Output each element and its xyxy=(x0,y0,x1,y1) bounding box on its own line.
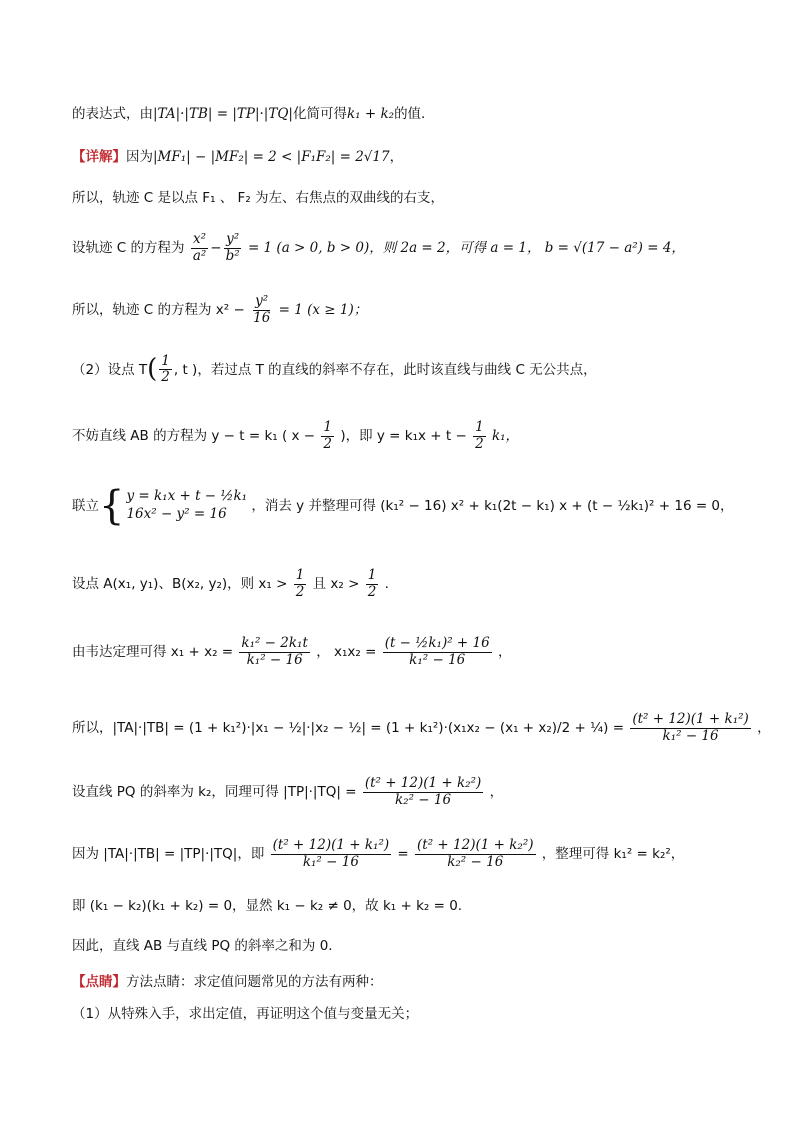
fraction: $\frac{1}{2}$ xyxy=(475,419,484,452)
hint-tag: 【点睛】 xyxy=(72,974,126,990)
fraction: $\frac{\text{y²}}{\text{b²}}$ xyxy=(225,231,240,264)
line-16: 【点睛】方法点睛：求定值问题常见的方法有两种： xyxy=(72,974,383,990)
line-3: 所以，轨迹 C 是以点 F₁ 、 F₂ 为左、右焦点的双曲线的右支， xyxy=(72,190,445,206)
line-8: 联立{ y = k₁x + t − ½k₁ 16x² − y² = 16 ，消去 y 并整理可得 (k₁² − 16) x² + k₁(2t − k₁) x + (t − ½k₁)² + 16 = 0， xyxy=(72,483,734,529)
line-6: （2）设点 T( $\frac{1}{2}$ , t )，若过点 T 的直线的斜率不存在，此时该直线与曲线 C 无公共点， xyxy=(72,352,597,386)
fraction: $\frac{\text{(t² + 12)(1 + k₂²)}}{\text{k₂² − 16}}$ xyxy=(417,837,534,870)
fraction: $\frac{1}{2}$ xyxy=(367,567,377,600)
line-2: 【详解】因为|MF₁| − |MF₂| = 2 < |F₁F₂| = 2√17， xyxy=(72,149,404,165)
fraction: $\frac{\text{x²}}{\text{a²}}$ xyxy=(192,231,207,264)
line-10: 由韦达定理可得 x₁ + x₂ = $\frac{\text{k₁² − 2k₁t}}{\text{k₁² − 16}}$ ， x₁x₂ = $\frac{\text{(t − ½k₁)² + 16}}{\text{k₁² − 16}}$ ， xyxy=(72,635,512,668)
fraction: $\frac{1}{2}$ xyxy=(161,352,170,386)
line-11: 所以，|TA|·|TB| = (1 + k₁²)·|x₁ − ½|·|x₂ − ½| = (1 + k₁²)·(x₁x₂ − (x₁ + x₂)/2 + ¼) = $\frac{\text{(t² + 12)(1 + k₁²)}}{\text{k₁² − 16}}$ ， xyxy=(72,711,771,744)
fraction: $\frac{\text{y²}}{16}$ xyxy=(253,293,271,326)
line-12: 设直线 PQ 的斜率为 k₂，同理可得 |TP|·|TQ| = $\frac{\text{(t² + 12)(1 + k₂²)}}{\text{k₂² − 16}}$ ， xyxy=(72,775,504,808)
line-1: 的表达式，由|TA|·|TB| = |TP|·|TQ|化简可得k₁ + k₂的值. xyxy=(72,106,426,122)
fraction: $\frac{\text{(t² + 12)(1 + k₁²)}}{\text{k₁² − 16}}$ xyxy=(632,711,749,744)
line-9: 设点 A(x₁, y₁)、B(x₂, y₂)，则 x₁ > $\frac{1}{2}$ 且 x₂ > $\frac{1}{2}$ . xyxy=(72,567,389,600)
fraction: $\frac{\text{k₁² − 2k₁t}}{\text{k₁² − 16}}$ xyxy=(241,635,308,668)
fraction: $\frac{1}{2}$ xyxy=(323,419,333,452)
line-15: 因此，直线 AB 与直线 PQ 的斜率之和为 0. xyxy=(72,938,333,954)
line-17: （1）从特殊入手，求出定值，再证明这个值与变量无关； xyxy=(72,1006,419,1022)
detail-tag: 【详解】 xyxy=(72,149,126,165)
fraction: $\frac{\text{(t² + 12)(1 + k₂²)}}{\text{k₂² − 16}}$ xyxy=(364,775,482,808)
line-4: 设轨迹 C 的方程为 $\frac{\text{x²}}{\text{a²}}$ − $\frac{\text{y²}}{\text{b²}}$ = 1 (a > 0, b > 0)，则 2a = 2，可得 a = 1， b = √(17 − a²) = 4， xyxy=(72,231,685,264)
line-13: 因为 |TA|·|TB| = |TP|·|TQ|，即 $\frac{\text{(t² + 12)(1 + k₁²)}}{\text{k₁² − 16}}$ = $\frac{\text{(t² + 12)(1 + k₂²)}}{\text{k₂² − 16}}$ ，整理可得 k₁² = k₂²， xyxy=(72,837,685,870)
fraction: $\frac{1}{2}$ xyxy=(295,567,305,600)
line-5: 所以，轨迹 C 的方程为 x² − $\frac{\text{y²}}{16}$ = 1 (x ≥ 1)； xyxy=(72,293,368,326)
equation-system: y = k₁x + t − ½k₁ 16x² − y² = 16 xyxy=(126,488,248,522)
fraction: $\frac{\text{(t − ½k₁)² + 16}}{\text{k₁² − 16}}$ xyxy=(384,635,490,668)
line-14: 即 (k₁ − k₂)(k₁ + k₂) = 0，显然 k₁ − k₂ ≠ 0，故 k₁ + k₂ = 0. xyxy=(72,898,463,914)
line-7: 不妨直线 AB 的方程为 y − t = k₁ ( x − $\frac{1}{2}$ )，即 y = k₁x + t − $\frac{1}{2}$ k₁， xyxy=(72,419,520,452)
fraction: $\frac{\text{(t² + 12)(1 + k₁²)}}{\text{k₁² − 16}}$ xyxy=(272,837,390,870)
